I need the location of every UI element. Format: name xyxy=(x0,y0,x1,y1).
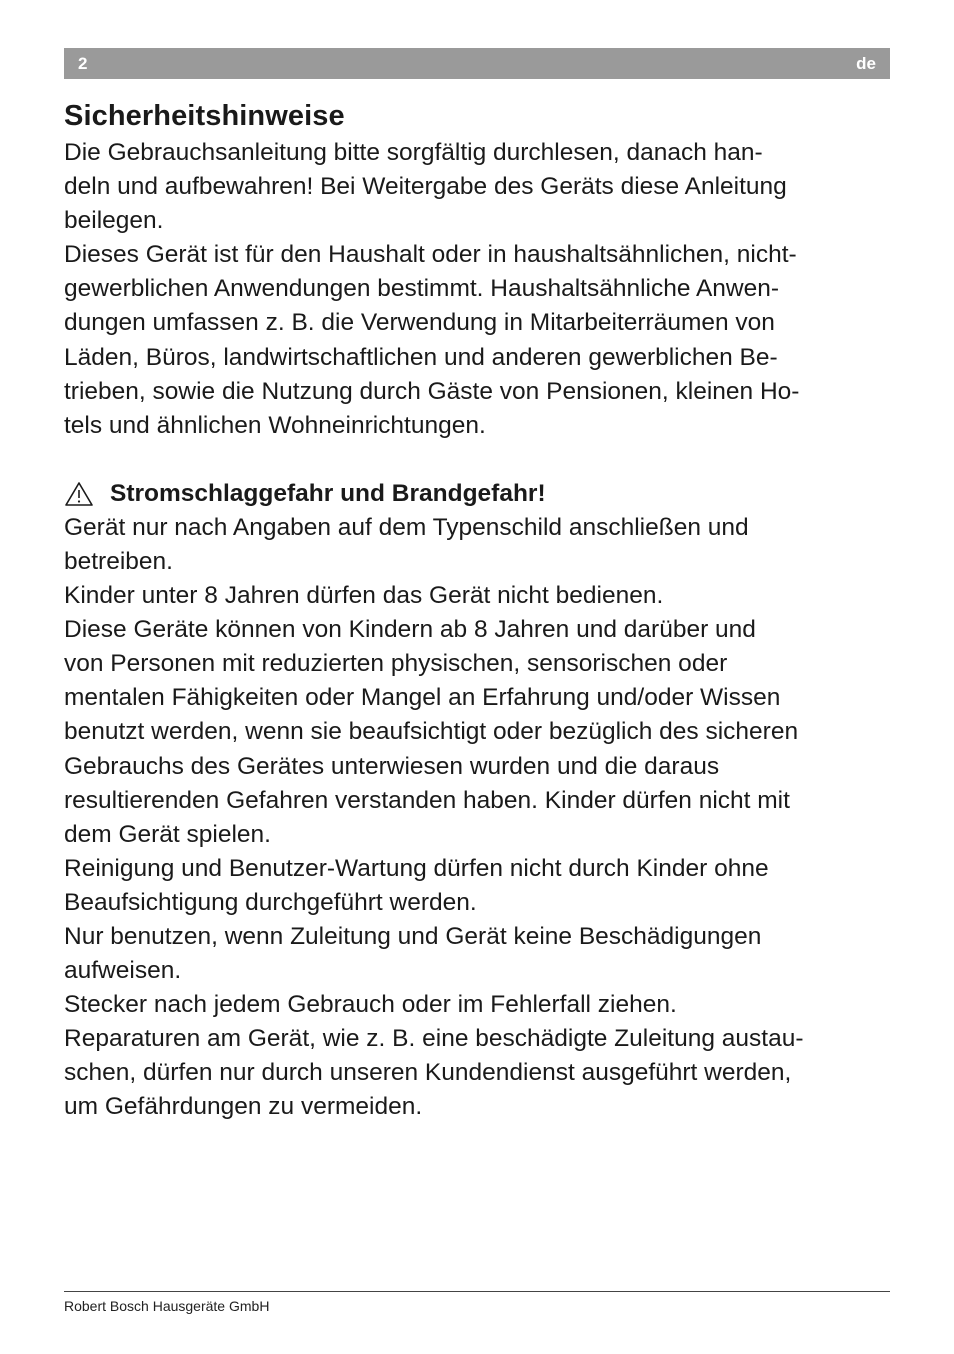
page-number: 2 xyxy=(78,53,88,73)
page-header-bar xyxy=(64,48,890,79)
text-line: Beaufsichtigung durchgeführt werden. xyxy=(64,888,477,916)
intro-text xyxy=(64,136,894,443)
text-line: Nur benutzen, wenn Zuleitung und Gerät keine Beschädigungen xyxy=(64,922,762,950)
warning-triangle-icon xyxy=(64,481,94,507)
text-line: Diese Geräte können von Kindern ab 8 Jahren und darüber und xyxy=(64,616,756,644)
section-spacer xyxy=(64,443,894,477)
text-line: trieben, sowie die Nutzung durch Gäste von Pensionen, kleinen Ho- xyxy=(64,377,800,405)
text-line: deln und aufbewahren! Bei Weitergabe des Geräts diese Anleitung xyxy=(64,173,787,201)
language-code: de xyxy=(856,53,876,73)
text-line: Die Gebrauchsanleitung bitte sorgfältig durchlesen, danach han- xyxy=(64,139,763,166)
text-line: um Gefährdungen zu vermeiden. xyxy=(64,1093,423,1121)
text-line: Stecker nach jedem Gebrauch oder im Fehlerfall ziehen. xyxy=(64,991,677,1019)
text-line: Gerät nur nach Angaben auf dem Typenschild anschließen und xyxy=(64,513,749,541)
text-line: Kinder unter 8 Jahren dürfen das Gerät nicht bedienen. xyxy=(64,582,664,610)
text-line: schen, dürfen nur durch unseren Kundendienst ausgeführt werden, xyxy=(64,1059,792,1087)
text-line: dungen umfassen z. B. die Verwendung in Mitarbeiterräumen von xyxy=(64,309,775,337)
text-line: beilegen. xyxy=(64,207,164,235)
text-line: tels und ähnlichen Wohneinrichtungen. xyxy=(64,411,486,439)
text-line: Reparaturen am Gerät, wie z. B. eine beschädigte Zuleitung austau- xyxy=(64,1025,804,1053)
text-line: Dieses Gerät ist für den Haushalt oder in haushaltsähnlichen, nicht- xyxy=(64,241,797,269)
text-line: betreiben. xyxy=(64,547,173,575)
warning-text xyxy=(64,511,894,1125)
page-title: Sicherheitshinweise xyxy=(64,100,345,132)
text-line: Gebrauchs des Gerätes unterwiesen wurden und die daraus xyxy=(64,752,720,780)
text-line: benutzt werden, wenn sie beaufsichtigt oder bezüglich des sicheren xyxy=(64,718,799,746)
text-line: Reinigung und Benutzer-Wartung dürfen nicht durch Kinder ohne xyxy=(64,854,769,882)
text-line: resultierenden Gefahren verstanden haben. Kinder dürfen nicht mit xyxy=(64,786,790,814)
text-line: aufweisen. xyxy=(64,957,182,985)
text-line: gewerblichen Anwendungen bestimmt. Haushaltsähnliche Anwen- xyxy=(64,275,780,303)
text-line: dem Gerät spielen. xyxy=(64,820,271,848)
footer-divider xyxy=(64,1291,890,1292)
text-line: von Personen mit reduzierten physischen, sensorischen oder xyxy=(64,650,728,678)
page-content xyxy=(64,96,894,1125)
warning-heading-text: Stromschlaggefahr und Brandgefahr! xyxy=(110,479,546,507)
warning-heading xyxy=(64,477,894,511)
text-line: mentalen Fähigkeiten oder Mangel an Erfahrung und/oder Wissen xyxy=(64,684,781,712)
text-line: Läden, Büros, landwirtschaftlichen und anderen gewerblichen Be- xyxy=(64,343,778,371)
footer-company: Robert Bosch Hausgeräte GmbH xyxy=(64,1298,270,1314)
